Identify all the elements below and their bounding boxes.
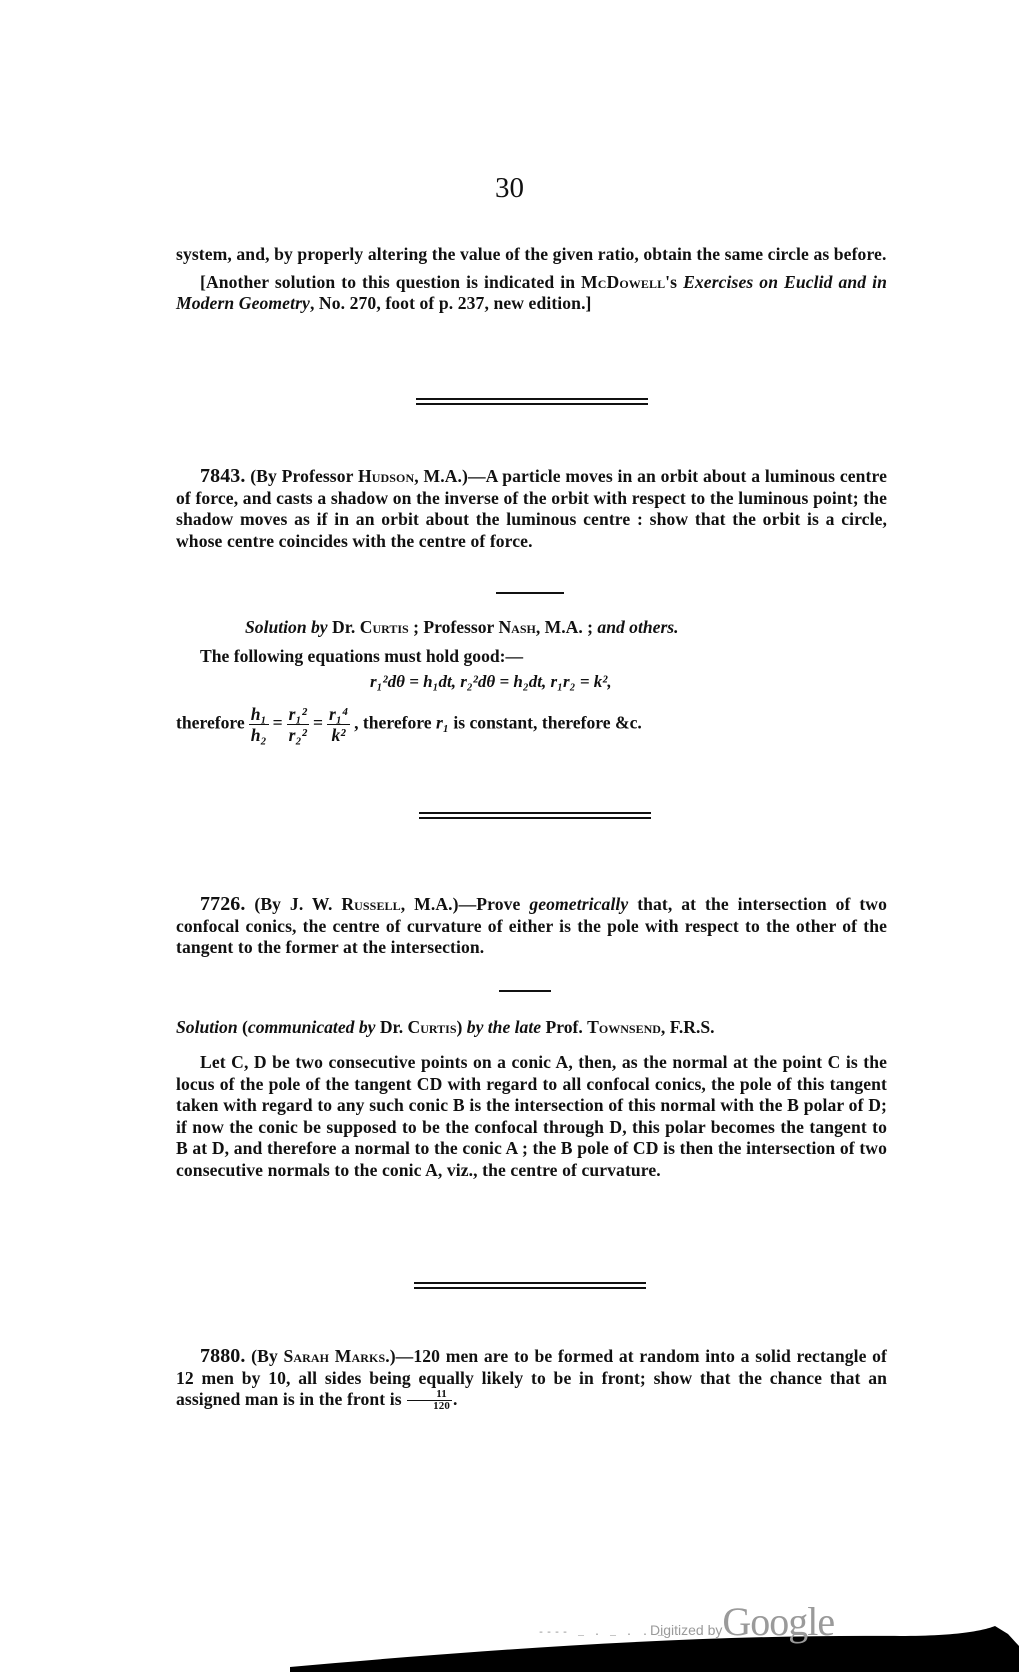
fraction-numerator: r₁² <box>288 704 307 724</box>
question-author: Hudson <box>357 466 415 486</box>
solution-text: ; Professor <box>408 617 499 637</box>
solution-text: , M.A. ; <box>535 617 598 637</box>
question-text-part: , M.A.)—A particle moves in an orbit about a luminous centre of force, and casts a shadow on the inverse of the orbit with respect to the luminous point; the shadow moves as if in an orbit about the luminous centre : show that the orbit is a circle, whose centre coincides with the centre of force. <box>176 466 887 551</box>
question-number: 7726. <box>200 893 246 915</box>
continuation-text: system, and, by properly altering the value of the given ratio, obtain the same circle as before. <box>176 244 887 264</box>
note-text: , No. 270, foot of p. 237, new edition.] <box>309 293 592 313</box>
question-text-part: that, at the intersection of two confocal conics, the centre of curvature of either is the pole with respect to the other of the tangent to the former at the intersection. <box>176 894 888 957</box>
note-author: McDowell <box>581 271 666 292</box>
question-author: Russell <box>341 894 401 914</box>
solution-communicated: communicated by <box>247 1017 376 1037</box>
solution-text: ) <box>456 1017 467 1037</box>
question-text-part: (By Professor <box>245 466 358 486</box>
conclusion-text: is constant, therefore &c. <box>448 712 642 733</box>
note-text: 's <box>665 271 684 292</box>
conclusion-text: , therefore <box>354 712 436 733</box>
equation-line: r₁²dθ = h₁dt, r₂²dθ = h₂dt, r₁r₂ = k², <box>370 672 612 691</box>
question-author: Sarah Marks <box>283 1346 386 1366</box>
solution-text: , F.R.S. <box>660 1017 715 1037</box>
question-number: 7880. <box>200 1345 246 1367</box>
fraction-denominator: 120 <box>433 1400 450 1413</box>
question-text-part: . <box>452 1389 458 1409</box>
scan-artifact-dashes: ---- _ . _ . . _ <box>538 1628 667 1639</box>
fraction-denominator: k² <box>331 725 346 745</box>
question-text-part: (By <box>245 1346 284 1366</box>
note-book-title: Exercises on Euclid and in Modern Geometry <box>176 271 887 313</box>
solution-label: Solution <box>176 1017 238 1037</box>
conclusion-variable: r₁ <box>435 712 449 733</box>
solution-text: ( <box>237 1017 248 1037</box>
solution-label: Solution by <box>245 617 328 637</box>
question-text-part: .)—120 men are to be formed at random into a solid rectangle of 12 men by 10, all sides being equally likely to be in front; show that the chance that an assigned man is in the front is <box>176 1346 888 1409</box>
fraction-numerator: r₁⁴ <box>328 704 349 724</box>
solver-name: Nash <box>498 617 536 637</box>
solution-text: Dr. <box>327 617 360 637</box>
google-logo: Google <box>722 1599 835 1644</box>
google-watermark <box>650 1598 834 1645</box>
therefore-word: therefore <box>176 712 245 733</box>
solution-body-text: Let C, D be two consecutive points on a conic A, then, as the normal at the point C is the locus of the pole of the tangent CD with regard to all confocal conics, the pole of this tangent taken with regard to any such conic B is the intersection of this normal with the B polar of D; if now the conic be supposed to be the confocal through D, this polar becomes the tangent to B at D, and therefore a normal to the conic A ; the B pole of CD is then the intersection of two consecutive normals to the conic A, viz., the centre of curvature. <box>176 1052 887 1180</box>
solution-late: by the late <box>466 1017 542 1037</box>
fraction-numerator: 11 <box>407 1389 452 1401</box>
solution-intro: The following equations must hold good:— <box>200 646 524 666</box>
fraction-numerator: h₁ <box>250 704 267 724</box>
question-text-part: (By J. W. <box>245 894 342 914</box>
solution-text: Dr. <box>375 1017 408 1037</box>
fraction-denominator: r₂² <box>288 725 307 745</box>
page-number: 30 <box>495 172 524 204</box>
solver-name: Townsend <box>587 1017 661 1037</box>
solver-name: Curtis <box>359 617 409 637</box>
solution-text: Prof. <box>541 1017 588 1037</box>
solution-others: and others. <box>597 617 679 637</box>
question-text-part: , M.A.)—Prove <box>400 894 530 914</box>
watermark-digitized-text: Digitized by <box>650 1622 723 1638</box>
solver-name: Curtis <box>407 1017 457 1037</box>
equals-sign: = <box>272 712 283 733</box>
fraction-denominator: h₂ <box>250 725 267 745</box>
emphasis-word: geometrically <box>529 894 629 914</box>
equals-sign: = <box>312 712 323 733</box>
note-text: [Another solution to this question is indicated in <box>200 271 582 292</box>
question-number: 7843. <box>200 465 246 487</box>
